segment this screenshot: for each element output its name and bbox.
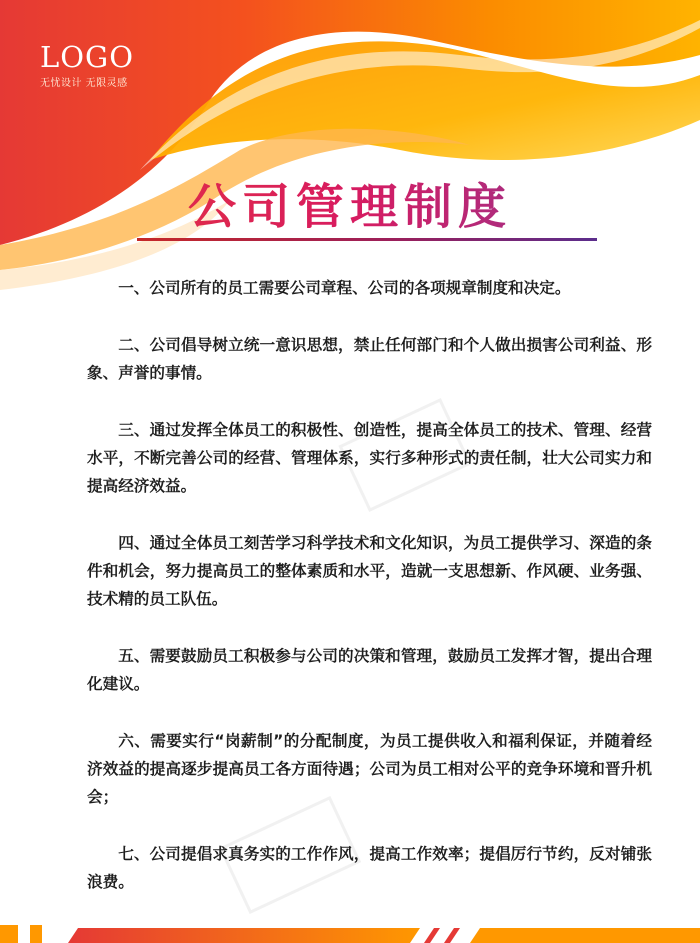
- title-underline: [137, 238, 597, 241]
- regulation-item: 二、公司倡导树立统一意识思想，禁止任何部门和个人做出损害公司利益、形象、声誉的事情。: [87, 336, 652, 382]
- regulation-item: 四、通过全体员工刻苦学习科学技术和文化知识，为员工提供学习、深造的条件和机会，努力提高员工的整体素质和水平，造就一支思想新、作风硬、业务强、技术精的员工队伍。: [87, 534, 652, 608]
- regulation-item: 三、通过发挥全体员工的积极性、创造性，提高全体员工的技术、管理、经营水平，不断完善公司的经营、管理体系，实行多种形式的责任制，壮大公司实力和提高经济效益。: [87, 421, 652, 495]
- regulation-item: 六、需要实行“岗薪制”的分配制度，为员工提供收入和福利保证，并随着经济效益的提高逐步提高员工各方面待遇；公司为员工相对公平的竞争环境和晋升机会；: [87, 732, 652, 806]
- regulations-list: [87, 274, 652, 925]
- regulation-item: 七、公司提倡求真务实的工作作风，提高工作效率；提倡厉行节约，反对铺张浪费。: [87, 845, 652, 891]
- logo: [40, 42, 134, 89]
- logo-slogan: 无忧设计 无限灵感: [40, 78, 128, 89]
- page-title: 公司管理制度: [0, 168, 700, 237]
- regulation-item: 五、需要鼓励员工积极参与公司的决策和管理，鼓励员工发挥才智，提出合理化建议。: [87, 647, 652, 693]
- regulation-item: 一、公司所有的员工需要公司章程、公司的各项规章制度和决定。: [118, 279, 571, 297]
- logo-text: LOGO: [40, 40, 134, 74]
